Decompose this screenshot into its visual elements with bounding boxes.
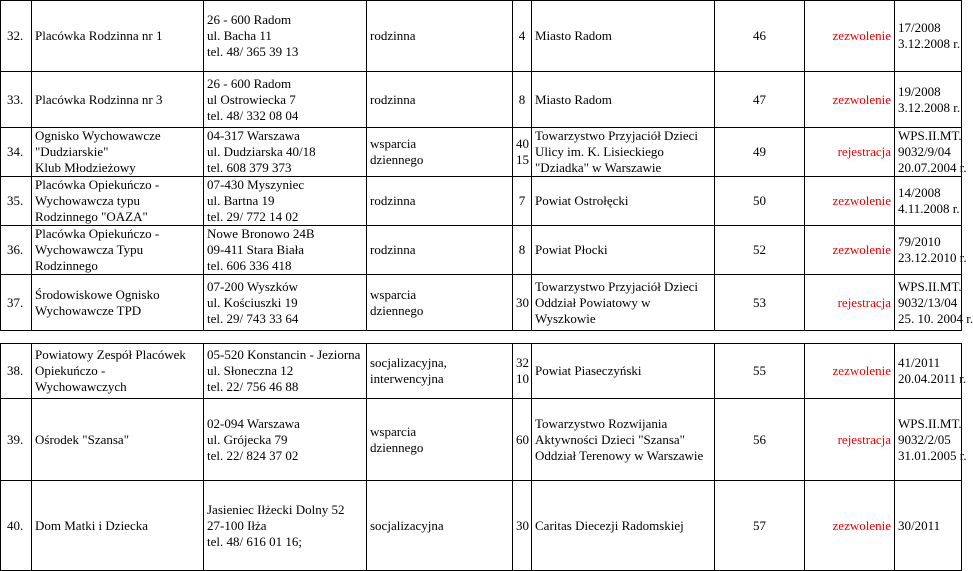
decision-number-line: 9032/2/05 bbox=[898, 431, 951, 447]
places-count bbox=[513, 128, 532, 177]
facility-type-line: dziennego bbox=[370, 302, 424, 318]
managing-organ-line: Powiat Ostrołęcki bbox=[535, 193, 629, 208]
facility-name bbox=[32, 1, 204, 72]
managing-organ bbox=[532, 226, 715, 275]
facility-address-line: 04-317 Warszawa bbox=[207, 128, 300, 143]
managing-organ bbox=[532, 481, 715, 571]
facility-address-line: ul. Bartna 19 bbox=[207, 193, 275, 208]
table-row bbox=[1, 1, 962, 72]
facility-name-line: Wychowawcza typu bbox=[35, 193, 140, 208]
table-body bbox=[1, 1, 973, 571]
decision-number-line: 17/2008 bbox=[898, 20, 941, 35]
facility-address bbox=[204, 128, 367, 177]
facility-address bbox=[204, 344, 367, 399]
decision-number-line: 19/2008 bbox=[898, 83, 941, 99]
managing-organ bbox=[532, 72, 715, 128]
places-count bbox=[513, 177, 532, 226]
managing-organ-line: Oddział Terenowy w Warszawie bbox=[535, 447, 704, 463]
places-count-line: 10 bbox=[516, 371, 529, 386]
managing-organ-line: Oddział Powiatowy w bbox=[535, 294, 651, 310]
facility-name-line: Placówka Opiekuńczo - bbox=[35, 226, 160, 241]
facility-name-line: Wychowawcze TPD bbox=[35, 302, 142, 318]
facility-address-line: tel. 608 379 373 bbox=[207, 160, 292, 175]
decision-number-line: 9032/9/04 bbox=[898, 144, 951, 159]
decision-number bbox=[895, 344, 967, 399]
register-number: 47 bbox=[715, 72, 805, 128]
facility-address-line: tel. 48/ 616 01 16; bbox=[207, 533, 302, 549]
facility-address-line: 05-520 Konstancin - Jeziorna bbox=[207, 347, 361, 362]
register-number: 50 bbox=[715, 177, 805, 226]
facility-address-line: tel. 29/ 772 14 02 bbox=[207, 209, 299, 224]
managing-organ bbox=[532, 275, 715, 331]
row-gap bbox=[1, 331, 962, 344]
managing-organ bbox=[532, 177, 715, 226]
places-count bbox=[513, 226, 532, 275]
facility-name bbox=[32, 128, 204, 177]
managing-organ-line: Caritas Diecezji Radomskiej bbox=[535, 517, 684, 533]
facility-type-line: socjalizacyjna, bbox=[370, 355, 447, 370]
places-count-line: 4 bbox=[518, 28, 526, 43]
facility-name-line: Wychowawcza Typu bbox=[35, 242, 144, 257]
row-number: 38. bbox=[1, 344, 32, 399]
decision-number-line: 79/2010 bbox=[898, 234, 941, 249]
places-count-line: 30 bbox=[516, 294, 529, 310]
decision-number bbox=[895, 72, 962, 128]
facility-type bbox=[367, 275, 513, 331]
facility-address-line: tel. 22/ 824 37 02 bbox=[207, 447, 299, 463]
facility-address-line: ul Ostrowiecka 7 bbox=[207, 91, 296, 107]
facility-address-line: tel. 29/ 743 33 64 bbox=[207, 310, 299, 326]
row-number: 40. bbox=[1, 481, 32, 571]
facility-name-line: Ognisko Wychowawcze bbox=[35, 128, 161, 143]
facility-name-line: Wychowawczych bbox=[35, 379, 127, 394]
managing-organ-line: Aktywności Dzieci "Szansa" bbox=[535, 431, 685, 447]
facility-type-line: wsparcia bbox=[370, 423, 417, 439]
places-count-line: 40 bbox=[516, 136, 529, 151]
table-row bbox=[1, 481, 962, 571]
decision-number-line: 4.11.2008 r. bbox=[898, 201, 960, 216]
decision-number bbox=[895, 226, 967, 275]
facility-type bbox=[367, 226, 513, 275]
places-count bbox=[513, 72, 532, 128]
managing-organ-line: Towarzystwo Rozwijania bbox=[535, 415, 668, 431]
facility-name bbox=[32, 481, 204, 571]
status-label: rejestracja bbox=[805, 128, 895, 177]
places-count bbox=[513, 481, 532, 571]
facility-address-line: ul. Bacha 11 bbox=[207, 28, 272, 43]
managing-organ bbox=[532, 128, 715, 177]
facility-type bbox=[367, 128, 513, 177]
status-label: zezwolenie bbox=[805, 177, 895, 226]
facility-address bbox=[204, 226, 367, 275]
facility-type bbox=[367, 481, 513, 571]
status-label: zezwolenie bbox=[805, 72, 895, 128]
facility-address-line: tel. 606 336 418 bbox=[207, 258, 292, 273]
facility-name bbox=[32, 226, 204, 275]
facility-type-line: dziennego bbox=[370, 439, 424, 455]
register-number: 57 bbox=[715, 481, 805, 571]
places-count-line: 8 bbox=[518, 242, 526, 257]
managing-organ-line: Powiat Płocki bbox=[535, 242, 608, 257]
managing-organ-line: Ulicy im. K. Lisieckiego bbox=[535, 144, 664, 159]
facility-address-line: ul. Grójecka 79 bbox=[207, 431, 288, 447]
gap-cell bbox=[367, 331, 513, 344]
facility-address bbox=[204, 177, 367, 226]
facility-name bbox=[32, 399, 204, 481]
decision-number bbox=[895, 275, 973, 331]
places-count-line: 32 bbox=[516, 355, 529, 370]
facility-type-line: socjalizacyjna bbox=[370, 517, 444, 533]
decision-number bbox=[895, 399, 967, 481]
places-count bbox=[513, 399, 532, 481]
facility-address-line: ul. Kościuszki 19 bbox=[207, 294, 298, 310]
row-number: 35. bbox=[1, 177, 32, 226]
decision-number-line: WPS.II.MT. bbox=[898, 415, 962, 431]
facility-type bbox=[367, 1, 513, 72]
decision-number-line: 31.01.2005 r. bbox=[898, 447, 967, 463]
facility-address-line: Jasieniec Iłżecki Dolny 52 bbox=[207, 501, 345, 517]
table-row bbox=[1, 72, 962, 128]
register-number: 55 bbox=[715, 344, 805, 399]
facility-type-line: interwencyjna bbox=[370, 371, 444, 386]
facility-name-line: Powiatowy Zespół Placówek bbox=[35, 347, 186, 362]
facility-address-line: ul. Słoneczna 12 bbox=[207, 363, 294, 378]
row-number: 34. bbox=[1, 128, 32, 177]
facility-name bbox=[32, 177, 204, 226]
facility-type bbox=[367, 72, 513, 128]
facility-address-line: tel. 48/ 365 39 13 bbox=[207, 44, 299, 59]
places-count-line: 60 bbox=[516, 431, 529, 447]
facility-name-line: Placówka Opiekuńczo - bbox=[35, 177, 160, 192]
facility-address-line: 26 - 600 Radom bbox=[207, 75, 292, 91]
managing-organ-line: Powiat Piaseczyński bbox=[535, 363, 642, 378]
decision-number bbox=[895, 481, 962, 571]
table-row bbox=[1, 344, 962, 399]
facility-name bbox=[32, 275, 204, 331]
gap-cell bbox=[532, 331, 715, 344]
facility-address-line: 26 - 600 Radom bbox=[207, 12, 292, 27]
facility-type-line: wsparcia bbox=[370, 286, 417, 302]
decision-number-line: WPS.II.MT. bbox=[898, 278, 962, 294]
facility-name-line: Placówka Rodzinna nr 3 bbox=[35, 91, 163, 107]
decision-number-line: 20.04.2011 r. bbox=[898, 371, 967, 386]
gap-cell bbox=[805, 331, 895, 344]
facility-type bbox=[367, 177, 513, 226]
facility-address bbox=[204, 72, 367, 128]
status-label: zezwolenie bbox=[805, 481, 895, 571]
decision-number bbox=[895, 1, 962, 72]
managing-organ-line: Miasto Radom bbox=[535, 91, 612, 107]
gap-cell bbox=[895, 331, 962, 344]
gap-cell bbox=[1, 331, 32, 344]
facility-address-line: 02-094 Warszawa bbox=[207, 415, 300, 431]
places-count-line: 8 bbox=[518, 91, 526, 107]
register-number: 53 bbox=[715, 275, 805, 331]
facility-type-line: rodzinna bbox=[370, 91, 416, 107]
decision-number-line: 25. 10. 2004 r. bbox=[898, 310, 973, 326]
places-count bbox=[513, 1, 532, 72]
row-number: 37. bbox=[1, 275, 32, 331]
decision-number-line: 3.12.2008 r. bbox=[898, 36, 961, 51]
facility-name-line: Ośrodek "Szansa" bbox=[35, 431, 130, 447]
places-count-line: 7 bbox=[518, 193, 526, 208]
decision-number bbox=[895, 177, 962, 226]
gap-cell bbox=[715, 331, 805, 344]
managing-organ-line: Towarzystwo Przyjaciół Dzieci bbox=[535, 278, 698, 294]
facility-name bbox=[32, 72, 204, 128]
managing-organ bbox=[532, 399, 715, 481]
facility-address-line: tel. 48/ 332 08 04 bbox=[207, 107, 299, 123]
facility-address bbox=[204, 399, 367, 481]
decision-number bbox=[895, 128, 967, 177]
decision-number-line: 30/2011 bbox=[898, 517, 941, 533]
facility-type bbox=[367, 399, 513, 481]
facility-type-line: dziennego bbox=[370, 152, 424, 167]
facility-name-line: Rodzinnego bbox=[35, 258, 98, 273]
decision-number-line: 9032/13/04 bbox=[898, 294, 958, 310]
facility-address-line: 27-100 Iłża bbox=[207, 517, 267, 533]
row-number: 32. bbox=[1, 1, 32, 72]
gap-cell bbox=[204, 331, 367, 344]
facility-name-line: Rodzinnego "OAZA" bbox=[35, 209, 148, 224]
facility-address bbox=[204, 275, 367, 331]
decision-number-line: WPS.II.MT. bbox=[898, 128, 962, 143]
gap-cell bbox=[513, 331, 532, 344]
table-row bbox=[1, 128, 962, 177]
facility-address bbox=[204, 481, 367, 571]
facility-type-line: rodzinna bbox=[370, 242, 416, 257]
table-row bbox=[1, 226, 962, 275]
facility-address-line: tel. 22/ 756 46 88 bbox=[207, 379, 299, 394]
facility-name-line: Klub Młodzieżowy bbox=[35, 160, 136, 175]
decision-number-line: 14/2008 bbox=[898, 185, 941, 200]
facility-name-line: Środowiskowe Ognisko bbox=[35, 286, 160, 302]
facility-type-line: rodzinna bbox=[370, 193, 416, 208]
places-count-line: 15 bbox=[516, 152, 529, 167]
managing-organ bbox=[532, 344, 715, 399]
register-number: 56 bbox=[715, 399, 805, 481]
facility-type-line: rodzinna bbox=[370, 28, 416, 43]
places-count bbox=[513, 344, 532, 399]
status-label: rejestracja bbox=[805, 275, 895, 331]
status-label: zezwolenie bbox=[805, 1, 895, 72]
row-number: 39. bbox=[1, 399, 32, 481]
facility-address-line: 09-411 Stara Biała bbox=[207, 242, 304, 257]
managing-organ-line: "Dziadka" w Warszawie bbox=[535, 160, 662, 175]
facility-type bbox=[367, 344, 513, 399]
table-row bbox=[1, 399, 962, 481]
row-number: 36. bbox=[1, 226, 32, 275]
facility-address-line: 07-430 Myszyniec bbox=[207, 177, 305, 192]
facility-name-line: Dom Matki i Dziecka bbox=[35, 517, 148, 533]
places-count-line: 30 bbox=[516, 517, 529, 533]
managing-organ-line: Towarzystwo Przyjaciół Dzieci bbox=[535, 128, 698, 143]
facility-name-line: "Dudziarskie" bbox=[35, 144, 109, 159]
gap-cell bbox=[32, 331, 204, 344]
status-label: rejestracja bbox=[805, 399, 895, 481]
register-number: 46 bbox=[715, 1, 805, 72]
register-number: 52 bbox=[715, 226, 805, 275]
facility-name-line: Opiekuńczo - bbox=[35, 363, 106, 378]
managing-organ bbox=[532, 1, 715, 72]
table-row bbox=[1, 275, 962, 331]
status-label: zezwolenie bbox=[805, 344, 895, 399]
places-count bbox=[513, 275, 532, 331]
facility-type-line: wsparcia bbox=[370, 136, 417, 151]
register-number: 49 bbox=[715, 128, 805, 177]
facility-address-line: 07-200 Wyszków bbox=[207, 278, 299, 294]
managing-organ-line: Miasto Radom bbox=[535, 28, 612, 43]
decision-number-line: 23.12.2010 r. bbox=[898, 250, 967, 265]
row-number: 33. bbox=[1, 72, 32, 128]
decision-number-line: 3.12.2008 r. bbox=[898, 99, 961, 115]
decision-number-line: 41/2011 bbox=[898, 355, 941, 370]
managing-organ-line: Wyszkowie bbox=[535, 310, 596, 326]
status-label: zezwolenie bbox=[805, 226, 895, 275]
table-row bbox=[1, 177, 962, 226]
facility-name bbox=[32, 344, 204, 399]
facility-address bbox=[204, 1, 367, 72]
facility-address-line: Nowe Bronowo 24B bbox=[207, 226, 315, 241]
decision-number-line: 20.07.2004 r. bbox=[898, 160, 967, 175]
facility-address-line: ul. Dudziarska 40/18 bbox=[207, 144, 316, 159]
facility-name-line: Placówka Rodzinna nr 1 bbox=[35, 28, 163, 43]
